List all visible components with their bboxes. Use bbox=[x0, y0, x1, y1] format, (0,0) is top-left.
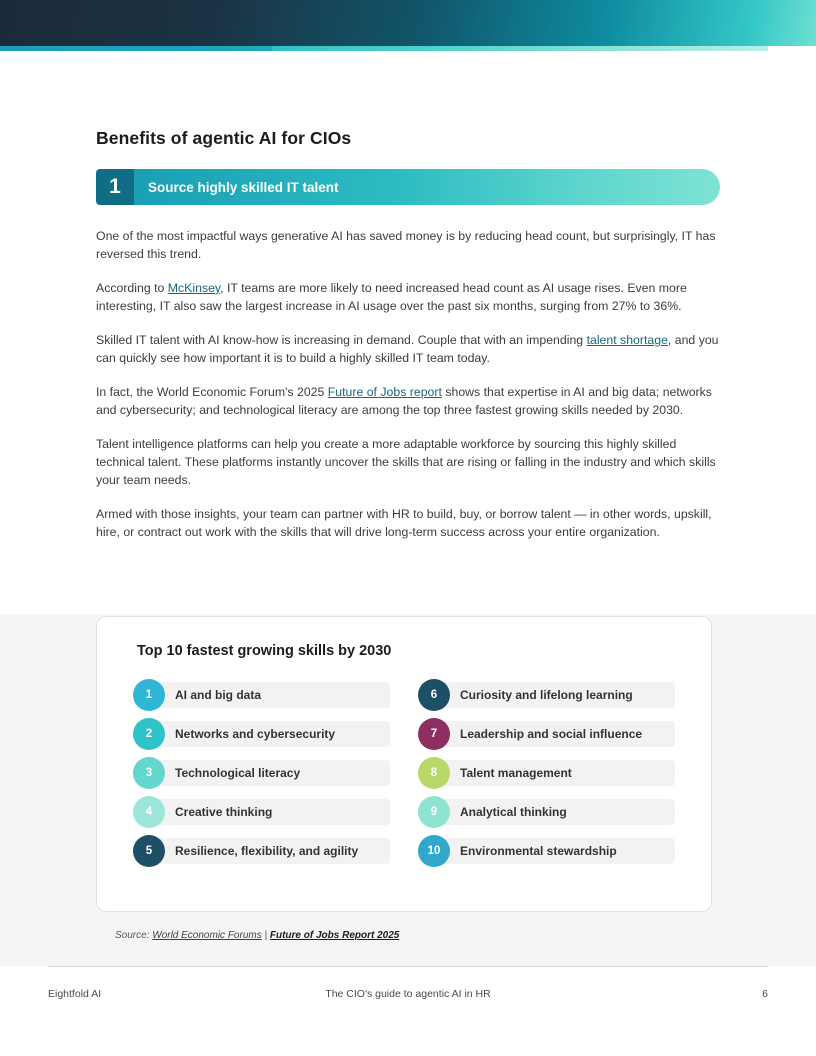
paragraph-3-text-a: Skilled IT talent with AI know-how is increasing in demand. Couple that with an impending bbox=[96, 332, 587, 347]
section-number: 1 bbox=[96, 169, 134, 205]
paragraph-3-text-b: , and you can quickly see how important it is to build a highly skilled IT team today. bbox=[96, 332, 719, 366]
link-future-of-jobs-report[interactable]: Future of Jobs report bbox=[327, 384, 442, 399]
skill-label: Networks and cybersecurity bbox=[157, 721, 390, 747]
skill-rank-badge: 6 bbox=[418, 679, 450, 711]
footer-divider bbox=[48, 966, 768, 967]
paragraph-5-text: Talent intelligence platforms can help you create a more adaptable workforce by sourcing this highly skilled technical talent. These platforms instantly uncover the skills that are rising or falling in the industry and which skills your team needs. bbox=[96, 436, 716, 488]
list-item bbox=[418, 718, 675, 750]
skill-label: Analytical thinking bbox=[442, 799, 675, 825]
list-item bbox=[133, 796, 390, 828]
skill-label: AI and big data bbox=[157, 682, 390, 708]
source-prefix: Source: bbox=[115, 930, 153, 941]
link-talent-shortage[interactable]: talent shortage bbox=[586, 332, 668, 347]
skill-rank-badge: 4 bbox=[133, 796, 165, 828]
skills-card bbox=[96, 616, 712, 912]
source-separator: | bbox=[261, 930, 270, 941]
paragraph-2-text-b: , IT teams are more likely to need increased head count as AI usage rises. Even more interesting, IT also saw the largest increase in AI usage over the past six months, surging from 27% to 36%. bbox=[96, 280, 687, 314]
list-item bbox=[418, 796, 675, 828]
footer-document-title: The CIO's guide to agentic AI in HR bbox=[325, 988, 491, 1000]
paragraph-1 bbox=[96, 227, 720, 264]
skill-rank-badge: 8 bbox=[418, 757, 450, 789]
page-content bbox=[96, 128, 720, 557]
skills-column-left bbox=[133, 679, 390, 874]
section-title: Source highly skilled IT talent bbox=[134, 169, 720, 205]
skill-rank-badge: 7 bbox=[418, 718, 450, 750]
paragraph-3 bbox=[96, 331, 720, 368]
skill-rank-badge: 1 bbox=[133, 679, 165, 711]
top-accent-rule-segment bbox=[272, 46, 768, 51]
skill-label: Environmental stewardship bbox=[442, 838, 675, 864]
paragraph-4-text-b: shows that expertise in AI and big data; networks and cybersecurity; and technological literacy are among the top three fastest growing skills needed by 2030. bbox=[96, 384, 712, 418]
skill-label: Resilience, flexibility, and agility bbox=[157, 838, 390, 864]
paragraph-2 bbox=[96, 279, 720, 316]
list-item bbox=[133, 835, 390, 867]
link-mckinsey[interactable]: McKinsey bbox=[167, 280, 221, 295]
skills-grid bbox=[97, 679, 711, 874]
skills-column-right bbox=[418, 679, 675, 874]
skill-label: Talent management bbox=[442, 760, 675, 786]
skill-rank-badge: 9 bbox=[418, 796, 450, 828]
paragraph-5 bbox=[96, 435, 720, 490]
list-item bbox=[133, 757, 390, 789]
skill-rank-badge: 2 bbox=[133, 718, 165, 750]
source-link-report[interactable]: Future of Jobs Report 2025 bbox=[269, 930, 400, 941]
skill-label: Leadership and social influence bbox=[442, 721, 675, 747]
footer-brand: Eightfold AI bbox=[48, 988, 102, 1000]
paragraph-2-text-a: According to bbox=[96, 280, 168, 295]
paragraph-4 bbox=[96, 383, 720, 420]
paragraph-1-text: One of the most impactful ways generative AI has saved money is by reducing head count, but surprisingly, IT has reversed this trend. bbox=[96, 229, 716, 262]
skill-rank-badge: 5 bbox=[133, 835, 165, 867]
skill-rank-badge: 3 bbox=[133, 757, 165, 789]
skills-card-title: Top 10 fastest growing skills by 2030 bbox=[137, 643, 392, 659]
list-item bbox=[133, 718, 390, 750]
top-banner bbox=[0, 0, 816, 46]
skill-label: Creative thinking bbox=[157, 799, 390, 825]
skill-rank-badge: 10 bbox=[418, 835, 450, 867]
page-footer bbox=[48, 988, 768, 1000]
source-attribution bbox=[115, 930, 399, 941]
page-title: Benefits of agentic AI for CIOs bbox=[96, 128, 352, 148]
skill-label: Technological literacy bbox=[157, 760, 390, 786]
list-item bbox=[418, 757, 675, 789]
paragraph-6-text: Armed with those insights, your team can partner with HR to build, buy, or borrow talent — in other words, upskill, hire, or contract out work with the skills that will drive long-term success across your entire organization. bbox=[96, 506, 712, 540]
section-header bbox=[96, 169, 720, 205]
paragraph-6 bbox=[96, 505, 720, 542]
footer-page-number: 6 bbox=[762, 988, 768, 1000]
source-link-wef[interactable]: World Economic Forums bbox=[152, 930, 262, 941]
skill-label: Curiosity and lifelong learning bbox=[442, 682, 675, 708]
list-item bbox=[418, 679, 675, 711]
paragraph-4-text-a: In fact, the World Economic Forum's 2025 bbox=[96, 384, 328, 399]
list-item bbox=[133, 679, 390, 711]
list-item bbox=[418, 835, 675, 867]
